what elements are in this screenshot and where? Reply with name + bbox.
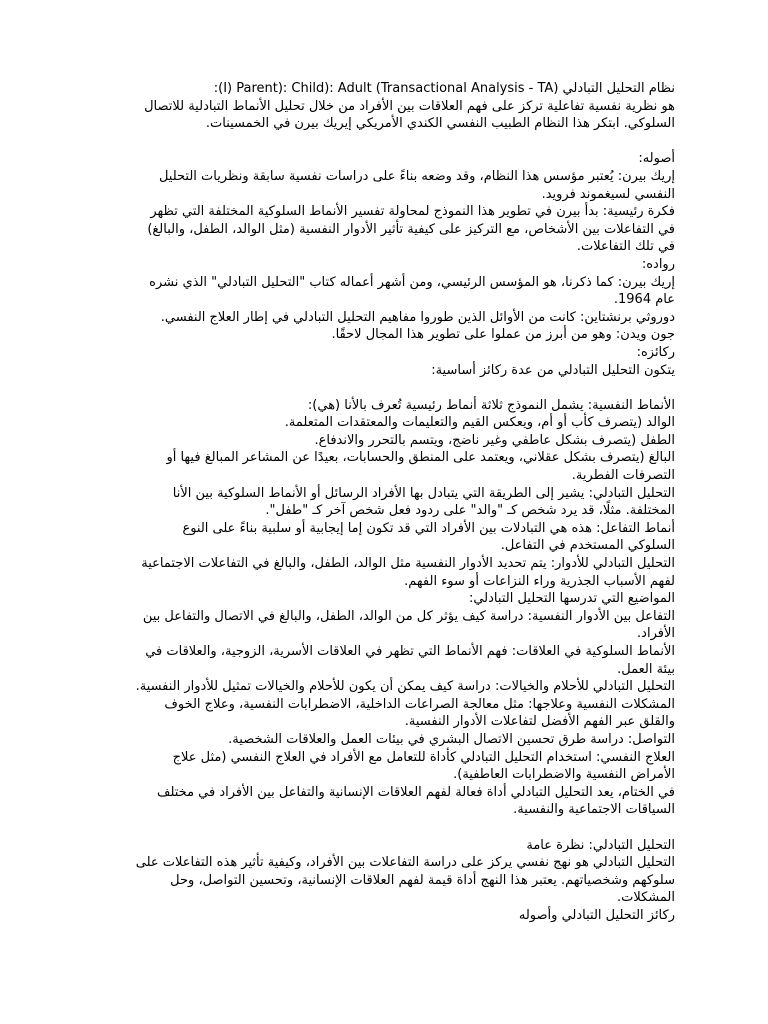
document-text [93, 80, 675, 925]
text-line: بيئة العمل. [617, 661, 675, 677]
text-line: إريك بيرن: كما ذكرنا، هو المؤسس الرئيسي، ومن أشهر أعماله كتاب "التحليل التبادلي" الذي نشره [149, 274, 675, 290]
text-line: في تلك التفاعلات. [576, 239, 675, 255]
text-line: لفهم الأسباب الجذرية وراء النزاعات أو سوء الفهم. [404, 573, 675, 589]
text-line: فكرة رئيسية: بدأ بيرن في تطوير هذا النموذج لمحاولة تفسير الأنماط السلوكية المختلفة التي تظهر [150, 204, 675, 220]
text-line: جون ويدن: وهو من أبرز من عملوا على تطوير هذا المجال لاحقًا. [331, 327, 675, 343]
text-line: يتكون التحليل التبادلي من عدة ركائز أساسية: [431, 362, 675, 378]
text-line: في التفاعلات بين الأشخاص، مع التركيز على كيفية تأثير الأدوار النفسية (مثل الوالد، الطفل، والبالغ) [147, 221, 675, 237]
text-line: المختلفة. مثلًا، قد يرد شخص كـ "والد" على ردود فعل شخص آخر كـ "طفل". [265, 503, 675, 519]
section-heading: رواده: [641, 256, 675, 272]
text-line: الأمراض النفسية والاضطرابات العاطفية). [453, 767, 675, 783]
text-line: التواصل: دراسة طرق تحسين الاتصال البشري في بيئات العمل والعلاقات الشخصية. [228, 731, 675, 747]
text-line: في الختام، يعد التحليل التبادلي أداة فعالة لفهم العلاقات الإنسانية والتفاعل بين الأفراد في مختلف [157, 784, 675, 800]
blank-line [93, 379, 675, 397]
text-line: الوالد (يتصرف كأب أو أم، ويعكس القيم والتعليمات والمعتقدات المتعلمة. [284, 415, 675, 431]
text-line: نظام التحليل التبادلي (Transactional Analysis - TA) I) Parent): Child): Adult): [213, 81, 675, 96]
text-line: الأفراد. [637, 626, 675, 642]
text-line: النفسي لسيغموند فرويد. [541, 186, 675, 202]
text-line: سلوكهم وشخصياتهم. يعتبر هذا النهج أداة قيمة لفهم العلاقات الإنسانية، وتحسين التواصل، وحل [170, 872, 675, 888]
text-line: السلوكي المستخدم في التفاعل. [500, 538, 675, 554]
text-line: الأنماط النفسية: يشمل النموذج ثلاثة أنماط رئيسية تُعرف بالأنا (هي): [307, 397, 675, 413]
text-line: المشكلات. [617, 890, 675, 906]
text-line: السلوكي. ابتكر هذا النظام الطبيب النفسي الكندي الأمريكي إيريك بيرن في الخمسينات. [205, 116, 675, 132]
text-line: الطفل (يتصرف بشكل عاطفي وغير ناضج، ويتسم بالتحرر والاندفاع. [314, 432, 675, 448]
section-heading: التحليل التبادلي: نظرة عامة [526, 837, 675, 853]
text-line: السياقات الاجتماعية والنفسية. [513, 802, 675, 818]
section-heading: ركائز التحليل التبادلي وأصوله [518, 907, 675, 923]
text-line: التحليل التبادلي للأحلام والخيالات: دراسة كيف يمكن أن يكون للأحلام والخيالات تمثيل للأدوار النفسية. [135, 679, 675, 695]
text-line: هو نظرية نفسية تفاعلية تركز على فهم العلاقات بين الأفراد من خلال تحليل الأنماط التبادلية للاتصال [144, 98, 675, 114]
text-line: الأنماط السلوكية في العلاقات: فهم الأنماط التي تظهر في العلاقات الأسرية، الزوجية، والعلاقات في [145, 644, 675, 659]
text-line: التحليل التبادلي: يشير إلى الطريقة التي يتبادل بها الأفراد الرسائل أو الأنماط السلوكية بين الأنا [172, 485, 675, 501]
text-line: إريك بيرن: يُعتبر مؤسس هذا النظام، وقد وضعه بناءً على دراسات نفسية سابقة ونظريات التحليل [158, 168, 675, 184]
text-line: والقلق عبر الفهم الأفضل لتفاعلات الأدوار النفسية. [404, 714, 675, 730]
text-line: المشكلات النفسية وعلاجها: مثل معالجة الصراعات الداخلية، الاضطرابات النفسية، وعلاج الخوف [164, 696, 675, 712]
text-line: التحليل التبادلي للأدوار: يتم تحديد الأدوار النفسية مثل الوالد، الطفل، والبالغ في التفاعلات الاجتماعية [141, 556, 675, 572]
section-heading: أصوله: [638, 151, 675, 167]
text-line: التصرفات الفطرية. [571, 468, 675, 484]
text-line: البالغ (يتصرف بشكل عقلاني، ويعتمد على المنطق والحسابات، بعيدًا عن المشاعر المبالغ فيها أو [166, 450, 675, 466]
section-heading: المواضيع التي تدرسها التحليل التبادلي: [468, 591, 675, 607]
text-line: دوروثي برنشتاين: كانت من الأوائل الذين طوروا مفاهيم التحليل التبادلي في إطار العلاج النفسي. [160, 309, 675, 325]
text-line: التفاعل بين الأدوار النفسية: دراسة كيف يؤثر كل من الوالد، الطفل، والبالغ في الاتصال والتفاعل بين [142, 608, 675, 624]
blank-line [93, 819, 675, 837]
text-line: التحليل التبادلي هو نهج نفسي يركز على دراسة التفاعلات بين الأفراد، وكيفية تأثير هذه التفاعلات على [135, 855, 675, 871]
text-line: أنماط التفاعل: هذه هي التبادلات بين الأفراد التي قد تكون إما إيجابية أو سلبية بناءً على النوع [182, 520, 675, 536]
section-heading: ركائزه: [636, 344, 675, 360]
blank-line [93, 133, 675, 151]
text-line: عام 1964. [613, 292, 675, 308]
text-line: العلاج النفسي: استخدام التحليل التبادلي كأداة للتعامل مع الأفراد في العلاج النفسي (مثل علاج [172, 749, 675, 765]
